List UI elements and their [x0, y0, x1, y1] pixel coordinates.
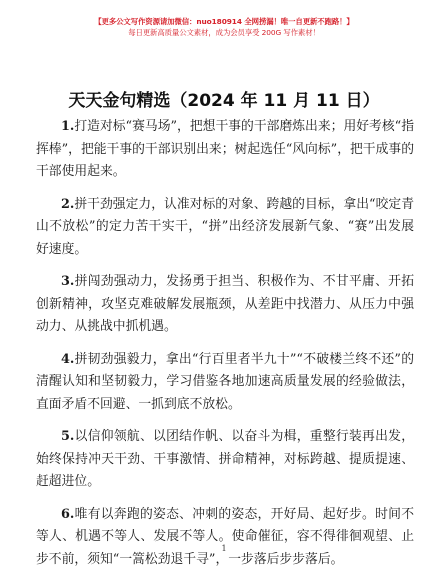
- paragraph-text: 拼干劲强定力，认准对标的对象、跨越的目标，拿出“咬定青山不放松”的定力苦干实干，“拼”出经济发展新气象、“赛”出发展好速度。: [36, 196, 414, 257]
- paragraph-3: [36, 271, 414, 339]
- page-title: 天天金句精选（2024 年 11 月 11 日）: [68, 91, 380, 111]
- page-number: 1: [221, 544, 227, 553]
- paragraph-4: [36, 349, 414, 417]
- paragraph-1: [36, 116, 414, 184]
- paragraph-text: 以信仰领航、以团结作帆、以奋斗为楫，重整行装再出发，始终保持冲天干劲、干事激情、拼命精神，对标跨越、提质提速、赶超进位。: [36, 429, 414, 489]
- paragraph-number: 6.: [61, 506, 75, 522]
- paragraph-text: 打造对标“赛马场”，把想干事的干部磨炼出来；用好考核“指挥棒”，把能干事的干部识别出来；树起选任“风向标”，把干成事的干部使用起来。: [36, 119, 414, 179]
- paragraph-text: 唯有以奔跑的姿态、冲刺的姿态，开好局、起好步。时间不等人、机遇不等人、发展不等人。使命催征，容不得徘徊观望、止步不前，须知“一篙松劲退千寻”，一步落后步步落后。: [36, 506, 414, 567]
- paragraph-text: 拼韧劲强毅力，拿出“行百里者半九十”“不破楼兰终不还”的清醒认知和坚韧毅力，学习借鉴各地加速高质量发展的经验做法，直面矛盾不回避、一抓到底不放松。: [36, 351, 414, 412]
- paragraph-2: [36, 194, 414, 262]
- header-banner: [0, 16, 448, 38]
- paragraph-number: 2.: [61, 196, 75, 212]
- banner-line-1: 【更多公文写作资源请加微信：nuo180914 全网捞漏！唯一自更新不跑路！】: [94, 17, 354, 26]
- paragraph-text: 拼闯劲强动力，发扬勇于担当、积极作为、不甘平庸、开拓创新精神，攻坚克难破解发展瓶颈，从差距中找潜力、从压力中强动力、从挑战中抓机遇。: [36, 274, 414, 334]
- paragraph-6: [36, 504, 414, 572]
- document-body: [36, 116, 414, 581]
- paragraph-number: 5.: [61, 429, 75, 444]
- paragraph-number: 4.: [61, 351, 75, 367]
- paragraph-number: 3.: [61, 274, 75, 289]
- banner-line-2: 每日更新高质量公文素材，成为会员享受 200G 写作素材！: [128, 28, 320, 37]
- paragraph-number: 1.: [61, 119, 75, 134]
- paragraph-5: [36, 426, 414, 494]
